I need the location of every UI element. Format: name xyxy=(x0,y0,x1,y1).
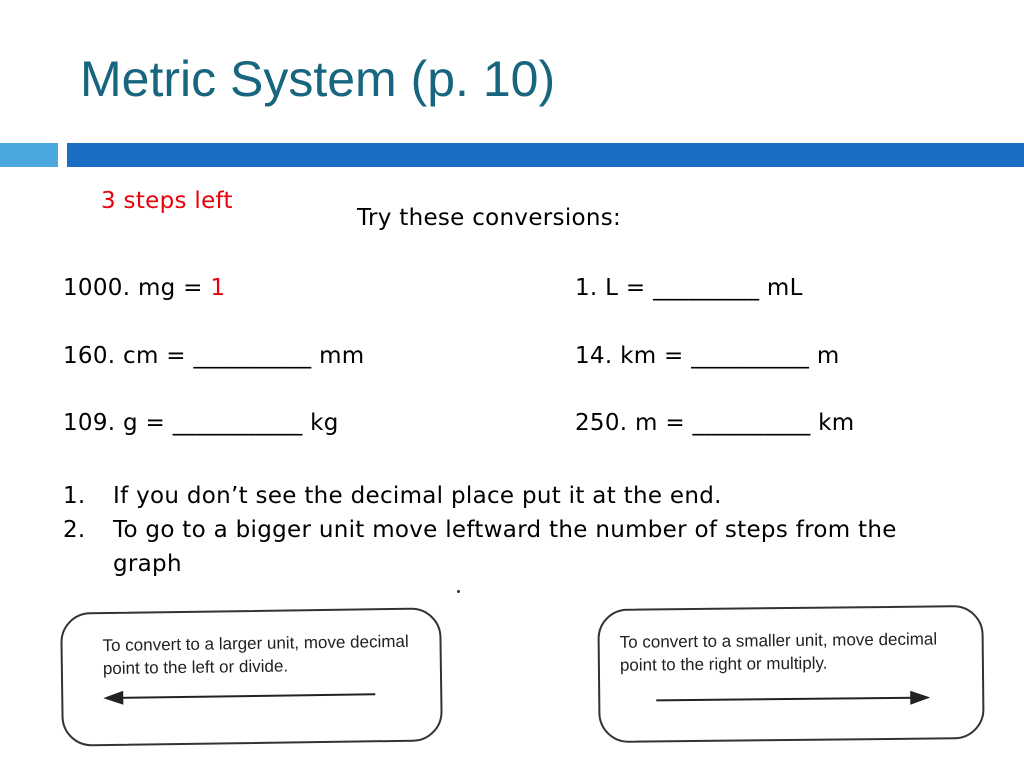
smaller-unit-text: To convert to a smaller unit, move decimal point to the right or multiply. xyxy=(619,629,938,675)
conversion-answer: 1 xyxy=(210,275,226,301)
conversion-left-2: 160. cm = __________ mm xyxy=(63,343,365,369)
smaller-unit-box xyxy=(597,605,984,743)
conversion-right-2: 14. km = __________ m xyxy=(575,343,840,369)
conversion-left-3: 109. g = ___________ kg xyxy=(63,410,339,436)
instruction-text: Try these conversions: xyxy=(357,205,622,231)
list-number: 2. xyxy=(63,517,86,543)
stray-dot xyxy=(457,590,460,593)
conversion-right-1: 1. L = _________ mL xyxy=(575,275,803,301)
header-bar xyxy=(67,143,1024,167)
header-bar-accent xyxy=(0,143,58,167)
list-number: 1. xyxy=(63,483,86,509)
larger-unit-box xyxy=(60,607,443,746)
list-text: If you don’t see the decimal place put it at the end. xyxy=(113,483,722,509)
list-text: To go to a bigger unit move leftward the number of steps from the graph xyxy=(113,517,897,577)
left-arrow-icon xyxy=(103,684,383,708)
list-item xyxy=(63,479,963,513)
list-item xyxy=(63,513,963,581)
right-arrow-icon xyxy=(652,688,932,711)
conversion-text: 1000. mg = xyxy=(63,275,211,301)
slide-title: Metric System (p. 10) xyxy=(80,51,556,107)
larger-unit-text: To convert to a larger unit, move decimal point to the left or divide. xyxy=(102,631,409,679)
conversion-left-1 xyxy=(63,275,225,301)
conversion-right-3: 250. m = __________ km xyxy=(575,410,855,436)
rules-list xyxy=(63,479,963,581)
steps-left-note: 3 steps left xyxy=(101,188,233,214)
